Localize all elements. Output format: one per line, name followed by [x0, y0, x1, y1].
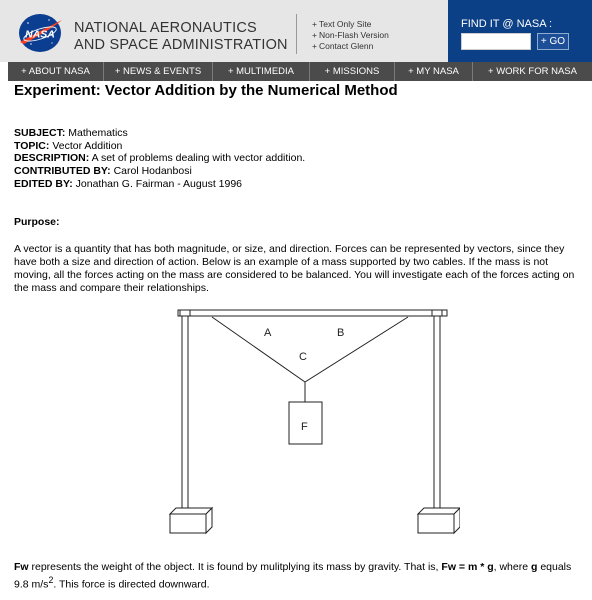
meta-topic: TOPIC: Vector Addition	[14, 140, 123, 152]
left-base-top	[170, 508, 212, 514]
right-base-top	[418, 508, 460, 514]
meta-description: DESCRIPTION: A set of problems dealing with vector addition.	[14, 152, 306, 164]
meta-contributed-by: CONTRIBUTED BY: Carol Hodanbosi	[14, 165, 192, 177]
g-term: g	[530, 561, 538, 573]
plus-icon: +	[312, 41, 317, 51]
nav-multimedia[interactable]: + MULTIMEDIA	[213, 62, 310, 81]
header-divider	[296, 14, 297, 54]
cable-b	[305, 317, 408, 382]
header-banner	[0, 0, 448, 62]
weight-paragraph: Fw represents the weight of the object. It is found by mulitplying its mass by gravity. That is, Fw = m * g, where g equals 9.8 $m/s^2$. This force is directed downward.	[14, 561, 572, 591]
cable-a	[212, 317, 305, 382]
site-header	[0, 0, 592, 62]
label-b: B	[337, 327, 345, 339]
plus-icon: +	[312, 30, 317, 40]
label-a: A	[264, 327, 272, 339]
agency-name-line2: AND SPACE ADMINISTRATION	[74, 37, 288, 53]
weight-formula: Fw = m * g	[441, 561, 494, 573]
find-it-label: FIND IT @ NASA :	[461, 18, 553, 30]
fw-term: Fw	[14, 561, 29, 573]
crossbar	[178, 310, 447, 316]
find-it-panel	[448, 0, 592, 62]
label-c: C	[299, 351, 307, 363]
agency-name-line1: NATIONAL AERONAUTICS	[74, 20, 257, 36]
left-post-cap	[180, 310, 190, 316]
nav-work-for-nasa[interactable]: + WORK FOR NASA	[488, 66, 577, 77]
nav-news-events[interactable]: + NEWS & EVENTS	[104, 62, 213, 81]
right-base	[418, 514, 454, 533]
right-post	[434, 316, 440, 508]
purpose-paragraph: A vector is a quantity that has both magnitude, or size, and direction. Forces can be represented by vectors, since they have both a size and direction of action. Below is an example of a mass supported by two cables. If the mass is not moving, all the forces acting on the mass are considered to be balanced. You will investigate each of the forces acting on the mass and compare their relationships.	[14, 243, 575, 294]
vector-diagram	[160, 300, 460, 542]
nav-my-nasa[interactable]: + MY NASA	[395, 62, 473, 81]
meta-edited-by: EDITED BY: Jonathan G. Fairman - August 1996	[14, 178, 243, 190]
nav-about-nasa[interactable]: + ABOUT NASA	[8, 62, 104, 81]
right-post-cap	[432, 310, 442, 316]
purpose-heading: Purpose:	[14, 216, 60, 228]
non-flash-version-link[interactable]: + Non-Flash Version	[312, 30, 389, 40]
label-f: F	[301, 421, 308, 433]
main-nav	[8, 62, 592, 81]
go-button[interactable]: + GO	[537, 33, 569, 50]
left-base	[170, 514, 206, 533]
meta-subject: SUBJECT: Mathematics	[14, 127, 128, 139]
svg-text:NASA: NASA	[25, 28, 55, 41]
page-title: Experiment: Vector Addition by the Numerical Method	[14, 82, 398, 99]
plus-icon: +	[312, 19, 317, 29]
left-post	[182, 316, 188, 508]
text-only-site-link[interactable]: + Text Only Site	[312, 19, 372, 29]
contact-glenn-link[interactable]: + Contact Glenn	[312, 41, 374, 51]
nasa-logo[interactable]	[16, 12, 64, 54]
search-input[interactable]	[461, 33, 531, 50]
nav-missions[interactable]: + MISSIONS	[310, 62, 395, 81]
